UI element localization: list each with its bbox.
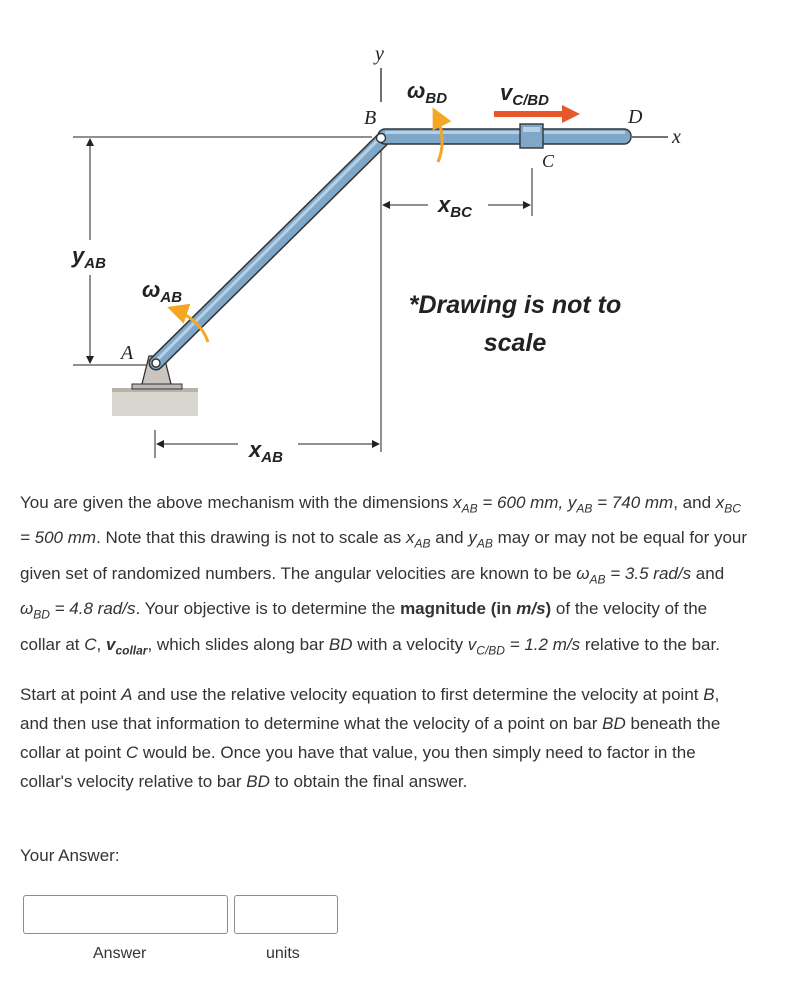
collar-c-highlight	[523, 127, 540, 132]
label-omega-bd: $\omega_{BD}$	[407, 78, 448, 107]
problem-text	[20, 488, 750, 796]
label-d: D	[628, 106, 643, 128]
note-line-1: *Drawing is not to	[408, 291, 622, 319]
pin-b	[377, 134, 386, 143]
pin-a	[152, 359, 160, 367]
v-cbd-arrow-shaft	[494, 111, 564, 117]
support-plate	[132, 384, 182, 389]
note-line-2: scale	[483, 329, 547, 357]
label-y-ab: $y_{AB}$	[72, 243, 106, 272]
label-x: x	[672, 126, 681, 148]
label-v-cbd: $v_{C/BD}$	[500, 80, 549, 109]
bar-ab	[156, 140, 382, 363]
mechanism-figure	[0, 0, 802, 480]
v-cbd-arrow-head	[562, 105, 580, 123]
problem-paragraph-2: Start at point A and use the relative velocity equation to first determine the velocity at point B, and then use that information to determine what the velocity of a point on bar BD beneath the collar at point C would be. Once you have that value, you then simply need to factor in the collar's velocity relative to bar BD to obtain the final answer.	[20, 684, 721, 791]
label-x-ab: $x_{AB}$	[249, 437, 283, 466]
answer-input[interactable]	[23, 895, 228, 934]
label-b: B	[364, 107, 377, 129]
label-a: A	[121, 342, 134, 364]
answer-caption: Answer	[93, 945, 147, 962]
label-y: y	[375, 43, 384, 65]
ground	[112, 392, 198, 416]
units-input[interactable]	[234, 895, 338, 934]
units-caption: units	[266, 945, 300, 962]
bar-bd-highlight	[385, 131, 625, 134]
your-answer-heading: Your Answer:	[20, 846, 120, 865]
label-c: C	[542, 151, 555, 171]
problem-paragraph-1: You are given the above mechanism with the dimensions $x_{AB} = 600$ mm, $y_{AB} = 740$ mm, and $x_{BC} = 500$ mm. Note that this drawing is not to scale as $x_{AB}$ and $y_{AB}$ may or may not be equal for your given set of randomized numbers. The angular velocities are known to be $\omega_{AB} = 3.5$ rad/s and $\omega_{BD} = 4.8$ rad/s. Your objective is to determine the magnitude (in m/s) of the velocity of the collar at C, $v_{collar}$, which slides along bar BD with a velocity $v_{C/BD} = 1.2$ m/s relative to the bar.	[20, 493, 748, 657]
label-omega-ab: $\omega_{AB}$	[142, 277, 183, 306]
label-x-bc: $x_{BC}$	[438, 192, 472, 221]
bar-ab-highlight	[157, 138, 380, 360]
